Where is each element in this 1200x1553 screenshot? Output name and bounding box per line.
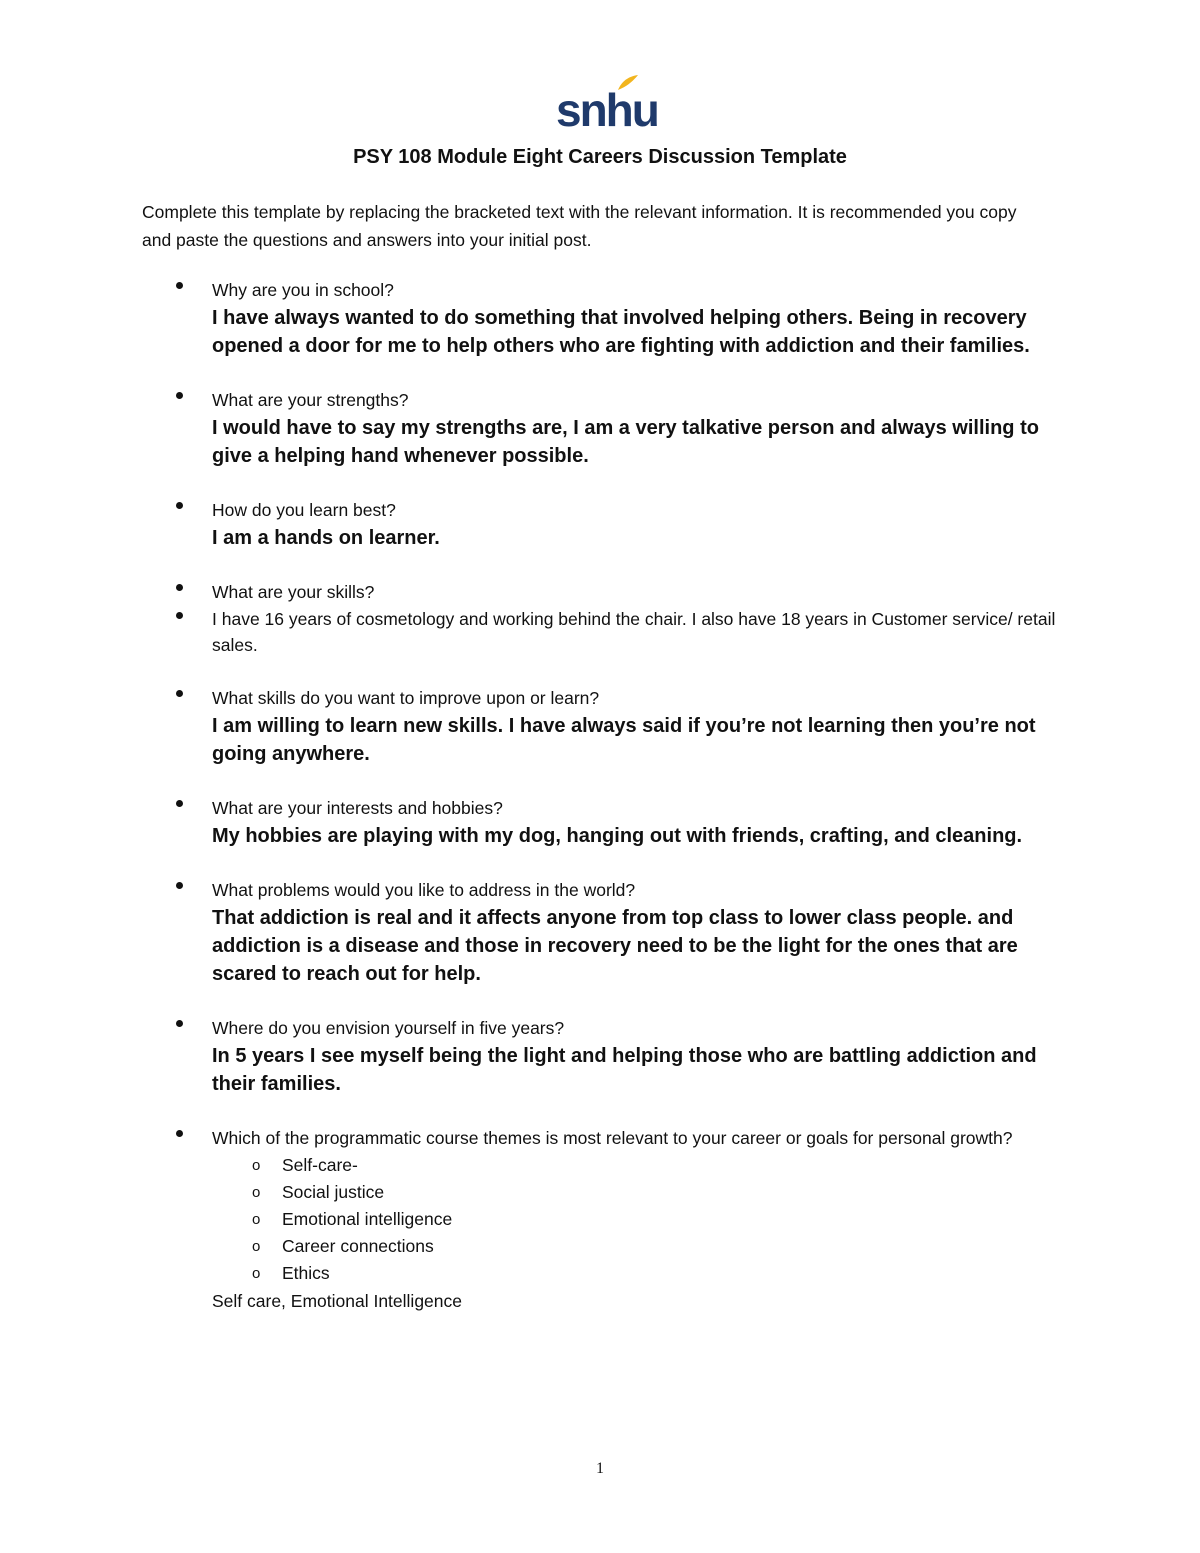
answer-text: That addiction is real and it affects anyone from top class to lower class people. and addiction is a disease and those in recovery need to be the light for the ones that are scared to reach out for help. (212, 907, 1018, 985)
theme-item: o Ethics (212, 1260, 1062, 1287)
theme-item: o Social justice (212, 1179, 1062, 1206)
bullet-icon (176, 282, 183, 289)
question-text: What are your strengths? (212, 390, 409, 410)
list-item (142, 876, 1062, 988)
bullet-icon (176, 392, 183, 399)
logo-text: snhu (556, 84, 658, 136)
document-title: PSY 108 Module Eight Careers Discussion Template (353, 146, 847, 168)
circle-bullet-icon: o (252, 1157, 261, 1174)
list-item (142, 684, 1062, 768)
answer-text: Self care, Emotional Intelligence (212, 1291, 462, 1311)
question-text: How do you learn best? (212, 500, 396, 520)
intro-paragraph: Complete this template by replacing the bracketed text with the relevant information. It is recommended you copy and paste the questions and answers into your initial post. (142, 202, 1017, 250)
question-text: Which of the programmatic course themes is most relevant to your career or goals for personal growth? (212, 1128, 1013, 1148)
list-item (142, 496, 1062, 552)
list-item (142, 794, 1062, 850)
question-list (142, 276, 1062, 1341)
theme-item: o Self-care- (212, 1152, 1062, 1179)
answer-text: I am willing to learn new skills. I have always said if you’re not learning then you’re not going anywhere. (212, 715, 1036, 765)
answer-text: My hobbies are playing with my dog, hanging out with friends, crafting, and cleaning. (212, 825, 1023, 847)
circle-bullet-icon: o (252, 1184, 261, 1201)
list-item (142, 276, 1062, 360)
list-item (142, 606, 1062, 658)
list-item (142, 1014, 1062, 1098)
answer-text: In 5 years I see myself being the light and helping those who are battling addiction and their families. (212, 1045, 1037, 1095)
bullet-icon (176, 612, 183, 619)
snhu-logo (556, 74, 658, 136)
bullet-icon (176, 584, 183, 591)
page-number: 1 (596, 1460, 604, 1477)
question-text: Where do you envision yourself in five years? (212, 1018, 565, 1038)
question-text: What skills do you want to improve upon or learn? (212, 688, 600, 708)
bullet-icon (176, 690, 183, 697)
bullet-icon (176, 1130, 183, 1137)
bullet-icon (176, 800, 183, 807)
list-item (142, 1124, 1062, 1315)
theme-list (212, 1152, 1062, 1287)
answer-text: I have 16 years of cosmetology and working behind the chair. I also have 18 years in Customer service/ retail sales. (212, 609, 1056, 655)
list-item (142, 386, 1062, 470)
circle-bullet-icon: o (252, 1211, 261, 1228)
list-item (142, 578, 1062, 606)
question-text: What problems would you like to address in the world? (212, 880, 636, 900)
answer-text: I have always wanted to do something that involved helping others. Being in recovery opened a door for me to help others who are fighting with addiction and their families. (212, 307, 1030, 357)
theme-item: o Career connections (212, 1233, 1062, 1260)
bullet-icon (176, 502, 183, 509)
theme-item: o Emotional intelligence (212, 1206, 1062, 1233)
answer-text: I am a hands on learner. (212, 527, 440, 549)
question-text: What are your skills? (212, 582, 375, 602)
circle-bullet-icon: o (252, 1238, 261, 1255)
bullet-icon (176, 1020, 183, 1027)
question-text: Why are you in school? (212, 280, 394, 300)
answer-text: I would have to say my strengths are, I am a very talkative person and always willing to give a helping hand whenever possible. (212, 417, 1039, 467)
circle-bullet-icon: o (252, 1265, 261, 1282)
bullet-icon (176, 882, 183, 889)
question-text: What are your interests and hobbies? (212, 798, 503, 818)
